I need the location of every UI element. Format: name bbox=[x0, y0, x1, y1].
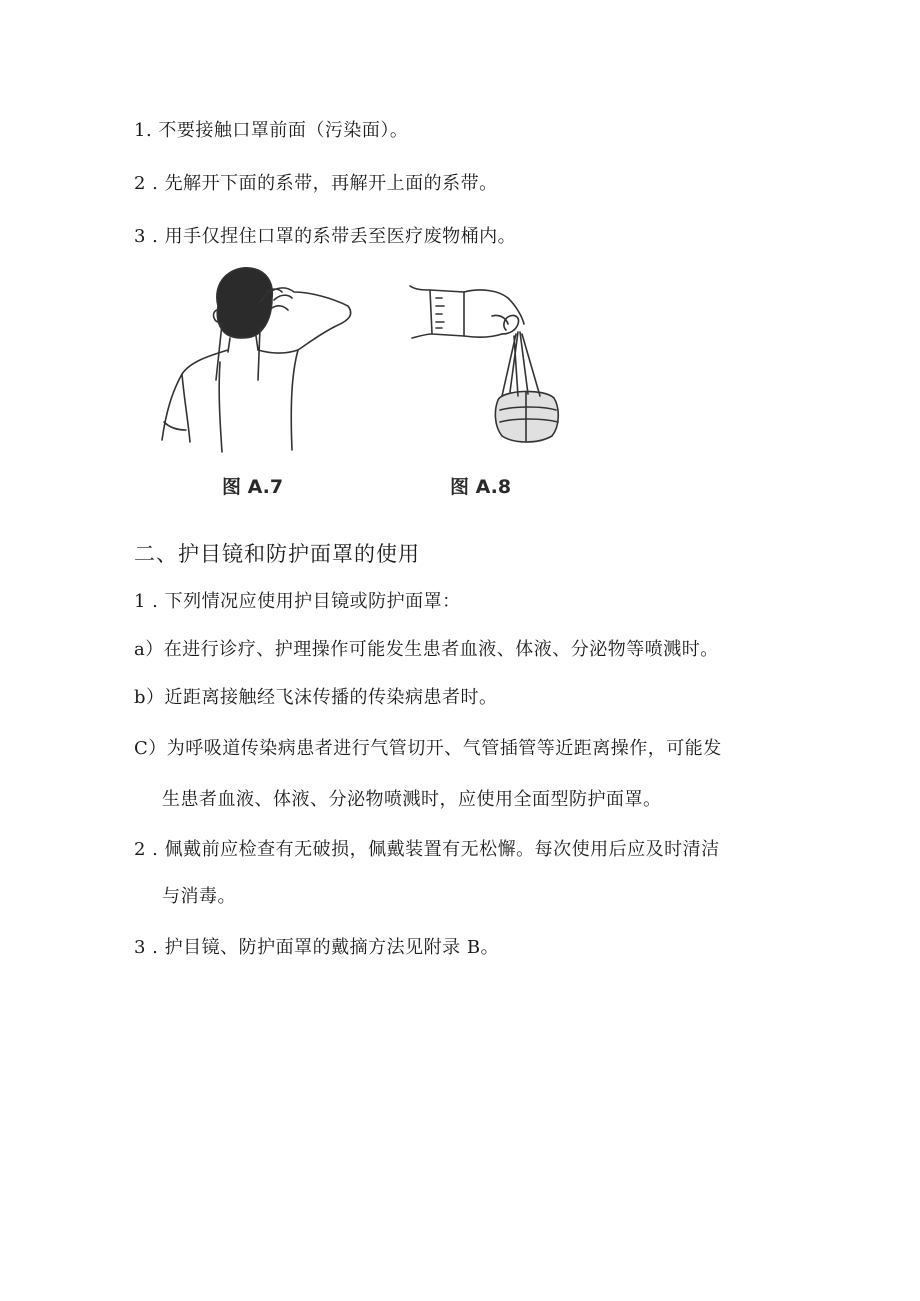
removal-step-3: 3 . 用手仅捏住口罩的系带丢至医疗废物桶内。 bbox=[134, 226, 517, 247]
section-heading: 二、护目镜和防护面罩的使用 bbox=[134, 542, 420, 566]
section-item-2-line2: 与消毒。 bbox=[162, 886, 236, 907]
section-item-3: 3 . 护目镜、防护面罩的戴摘方法见附录 B。 bbox=[134, 937, 500, 958]
hold-mask-by-straps-illustration bbox=[406, 276, 566, 446]
untie-mask-straps-illustration bbox=[160, 262, 360, 458]
section-item-2-line1: 2 . 佩戴前应检查有无破损，佩戴装置有无松懈。每次使用后应及时清洁 bbox=[134, 839, 720, 860]
section-item-1: 1 . 下列情况应使用护目镜或防护面罩： bbox=[134, 591, 461, 612]
section-item-a: a）在进行诊疗、护理操作可能发生患者血液、体液、分泌物等喷溅时。 bbox=[134, 639, 719, 660]
section-item-c-line1: C）为呼吸道传染病患者进行气管切开、气管插管等近距离操作，可能发 bbox=[134, 738, 722, 759]
figure-a7-caption: 图 A.7 bbox=[222, 476, 284, 498]
removal-step-2: 2 . 先解开下面的系带，再解开上面的系带。 bbox=[134, 173, 498, 194]
section-item-c-line2: 生患者血液、体液、分泌物喷溅时，应使用全面型防护面罩。 bbox=[162, 789, 662, 810]
figure-a7 bbox=[160, 262, 360, 458]
figure-a8-caption: 图 A.8 bbox=[450, 476, 512, 498]
removal-step-1: 1. 不要接触口罩前面（污染面）。 bbox=[134, 120, 409, 141]
figure-a8 bbox=[406, 276, 566, 446]
section-item-b: b）近距离接触经飞沫传播的传染病患者时。 bbox=[134, 687, 498, 708]
